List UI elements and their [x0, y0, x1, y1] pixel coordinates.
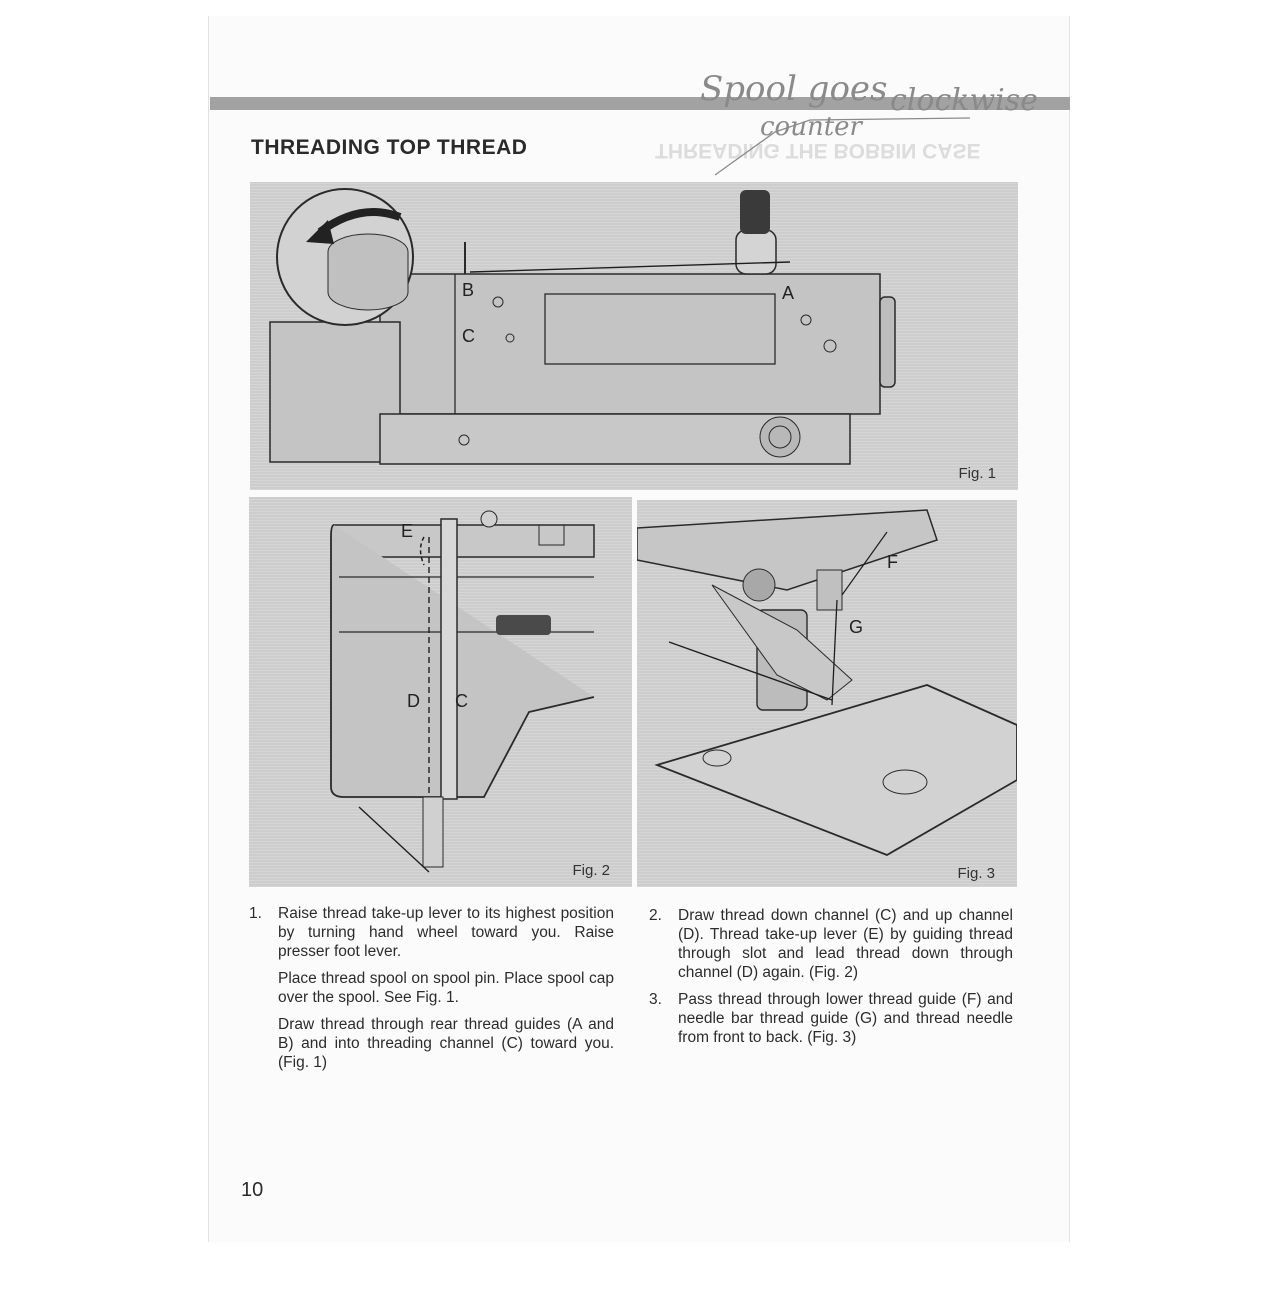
handwritten-line-3: clockwise [890, 83, 1038, 118]
page-number: 10 [241, 1179, 264, 1201]
figure-1 [250, 182, 1018, 490]
step-2-paragraph-1: Draw thread down channel (C) and up channel (D). Thread take-up lever (E) by guiding thread through slot and lead thread down through channel (D) again. (Fig. 2) [678, 907, 1013, 981]
fig3-callout-g: G [849, 617, 864, 637]
figure-2-illustration [249, 497, 632, 887]
handwritten-line-2: counter [760, 112, 862, 142]
fig2-callout-e: E [401, 521, 414, 541]
fig3-callout-f: F [887, 552, 898, 572]
step-3 [649, 990, 1013, 1047]
fig1-callout-b: B [462, 280, 475, 300]
handwritten-note [690, 40, 1050, 180]
step-2 [649, 906, 1013, 982]
figure-1-illustration [250, 182, 1018, 490]
step-1-number: 1. [249, 905, 262, 922]
fig1-callout-a: A [782, 283, 795, 303]
fig2-callout-c: C [455, 691, 468, 711]
show-through-title: THREADING THE BOBBIN CASE [655, 139, 981, 162]
handwritten-line-1: Spool goes [700, 69, 888, 109]
step-3-paragraph-1: Pass thread through lower thread guide (F) and needle bar thread guide (G) and thread needle from front to back. (Fig. 3) [678, 991, 1013, 1046]
fig2-callout-d: D [407, 691, 420, 711]
step-2-number: 2. [649, 907, 662, 924]
fig1-callout-c: C [462, 326, 475, 346]
steps-left-column [249, 904, 614, 1080]
fig1-label: Fig. 1 [958, 465, 996, 482]
step-1-paragraph-2: Place thread spool on spool pin. Place spool cap over the spool. See Fig. 1. [278, 970, 614, 1006]
fig2-label: Fig. 2 [572, 862, 610, 879]
figure-2 [249, 497, 632, 887]
figure-3 [637, 500, 1017, 887]
step-1 [249, 904, 614, 1072]
fig3-label: Fig. 3 [957, 865, 995, 882]
page-title: THREADING TOP THREAD [251, 136, 528, 159]
step-1-paragraph-3: Draw thread through rear thread guides (A and B) and into threading channel (C) toward you. (Fig. 1) [278, 1016, 614, 1071]
figure-3-illustration [637, 500, 1017, 887]
step-1-paragraph-1: Raise thread take-up lever to its highest position by turning hand wheel toward you. Raise presser foot lever. [278, 905, 614, 960]
steps-right-column [649, 906, 1013, 1055]
step-3-number: 3. [649, 991, 662, 1008]
